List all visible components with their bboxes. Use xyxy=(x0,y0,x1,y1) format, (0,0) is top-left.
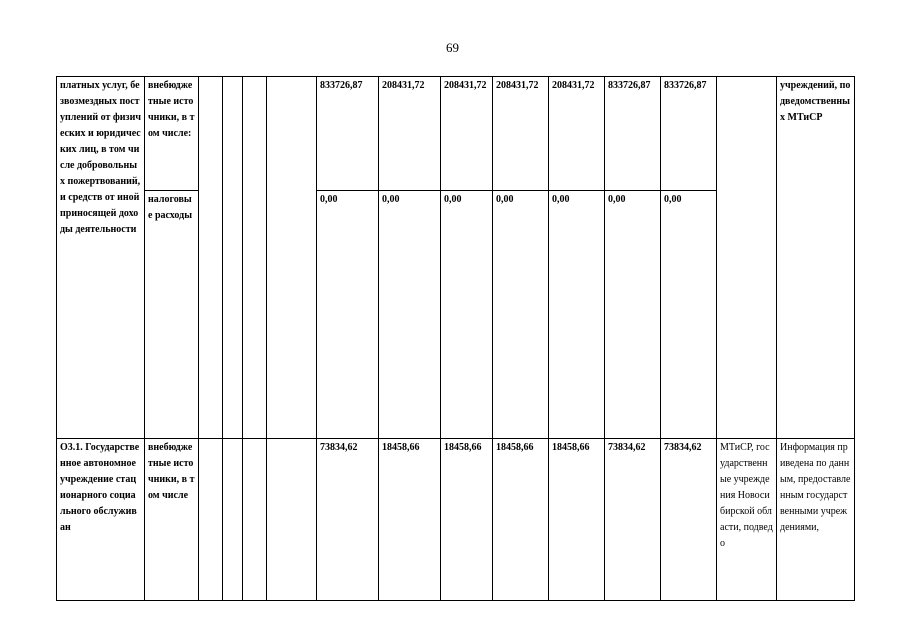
table-row xyxy=(57,439,855,601)
empty-cell xyxy=(243,439,267,601)
empty-cell xyxy=(223,191,243,439)
measure-name: платных услуг, безвозмездных поступлений от физических и юридических лиц, в том числе добровольных пожертвований, и средств от иной приносящей доходы деятельности xyxy=(60,80,141,235)
empty-cell xyxy=(243,191,267,439)
value-cell: 208431,72 xyxy=(493,77,549,191)
executor-text: МТиСР, государственные учреждения Новосибирской области, подведо xyxy=(720,442,773,549)
empty-cell xyxy=(223,77,243,191)
funding-source: внебюджетные источники, в том числе: xyxy=(148,80,195,139)
value-cell: 0,00 xyxy=(379,191,441,439)
program-table xyxy=(56,76,855,601)
executor-cell xyxy=(717,439,777,601)
measure-name-cell xyxy=(57,439,145,601)
value-cell: 208431,72 xyxy=(549,77,605,191)
empty-cell xyxy=(223,439,243,601)
empty-cell xyxy=(199,191,223,439)
value-cell: 833726,87 xyxy=(661,77,717,191)
value-cell: 208431,72 xyxy=(441,77,493,191)
value-cell: 0,00 xyxy=(493,191,549,439)
measure-name-cell xyxy=(57,77,145,439)
value-cell: 833726,87 xyxy=(605,77,661,191)
value-cell: 0,00 xyxy=(661,191,717,439)
empty-cell xyxy=(267,191,317,439)
value-cell: 18458,66 xyxy=(441,439,493,601)
value-cell: 18458,66 xyxy=(493,439,549,601)
value-cell: 18458,66 xyxy=(379,439,441,601)
measure-name: О3.1. Государственное автономное учреждение стационарного социального обслуживан xyxy=(60,442,140,533)
note-cell xyxy=(777,77,855,439)
value-cell: 73834,62 xyxy=(605,439,661,601)
empty-cell xyxy=(199,77,223,191)
value-cell: 0,00 xyxy=(605,191,661,439)
empty-cell xyxy=(199,439,223,601)
empty-cell xyxy=(267,439,317,601)
funding-source: внебюджетные источники, в том числе xyxy=(148,442,195,501)
empty-cell xyxy=(243,77,267,191)
value-cell: 18458,66 xyxy=(549,439,605,601)
value-cell: 0,00 xyxy=(441,191,493,439)
note-cell xyxy=(777,439,855,601)
table-row xyxy=(57,77,855,191)
note-text: учреждений, подведомственных МТиСР xyxy=(780,80,851,123)
value-cell: 73834,62 xyxy=(317,439,379,601)
empty-cell xyxy=(267,77,317,191)
note-text: Информация приведена по данным, предоставленным государственными учреждениями, xyxy=(780,442,851,533)
value-cell: 73834,62 xyxy=(661,439,717,601)
funding-source-cell xyxy=(145,191,199,439)
value-cell: 0,00 xyxy=(317,191,379,439)
value-cell: 0,00 xyxy=(549,191,605,439)
funding-source-cell xyxy=(145,77,199,191)
value-cell: 208431,72 xyxy=(379,77,441,191)
page-number: 69 xyxy=(446,40,459,55)
funding-source: налоговые расходы xyxy=(148,194,193,221)
funding-source-cell xyxy=(145,439,199,601)
value-cell: 833726,87 xyxy=(317,77,379,191)
executor-cell xyxy=(717,77,777,439)
